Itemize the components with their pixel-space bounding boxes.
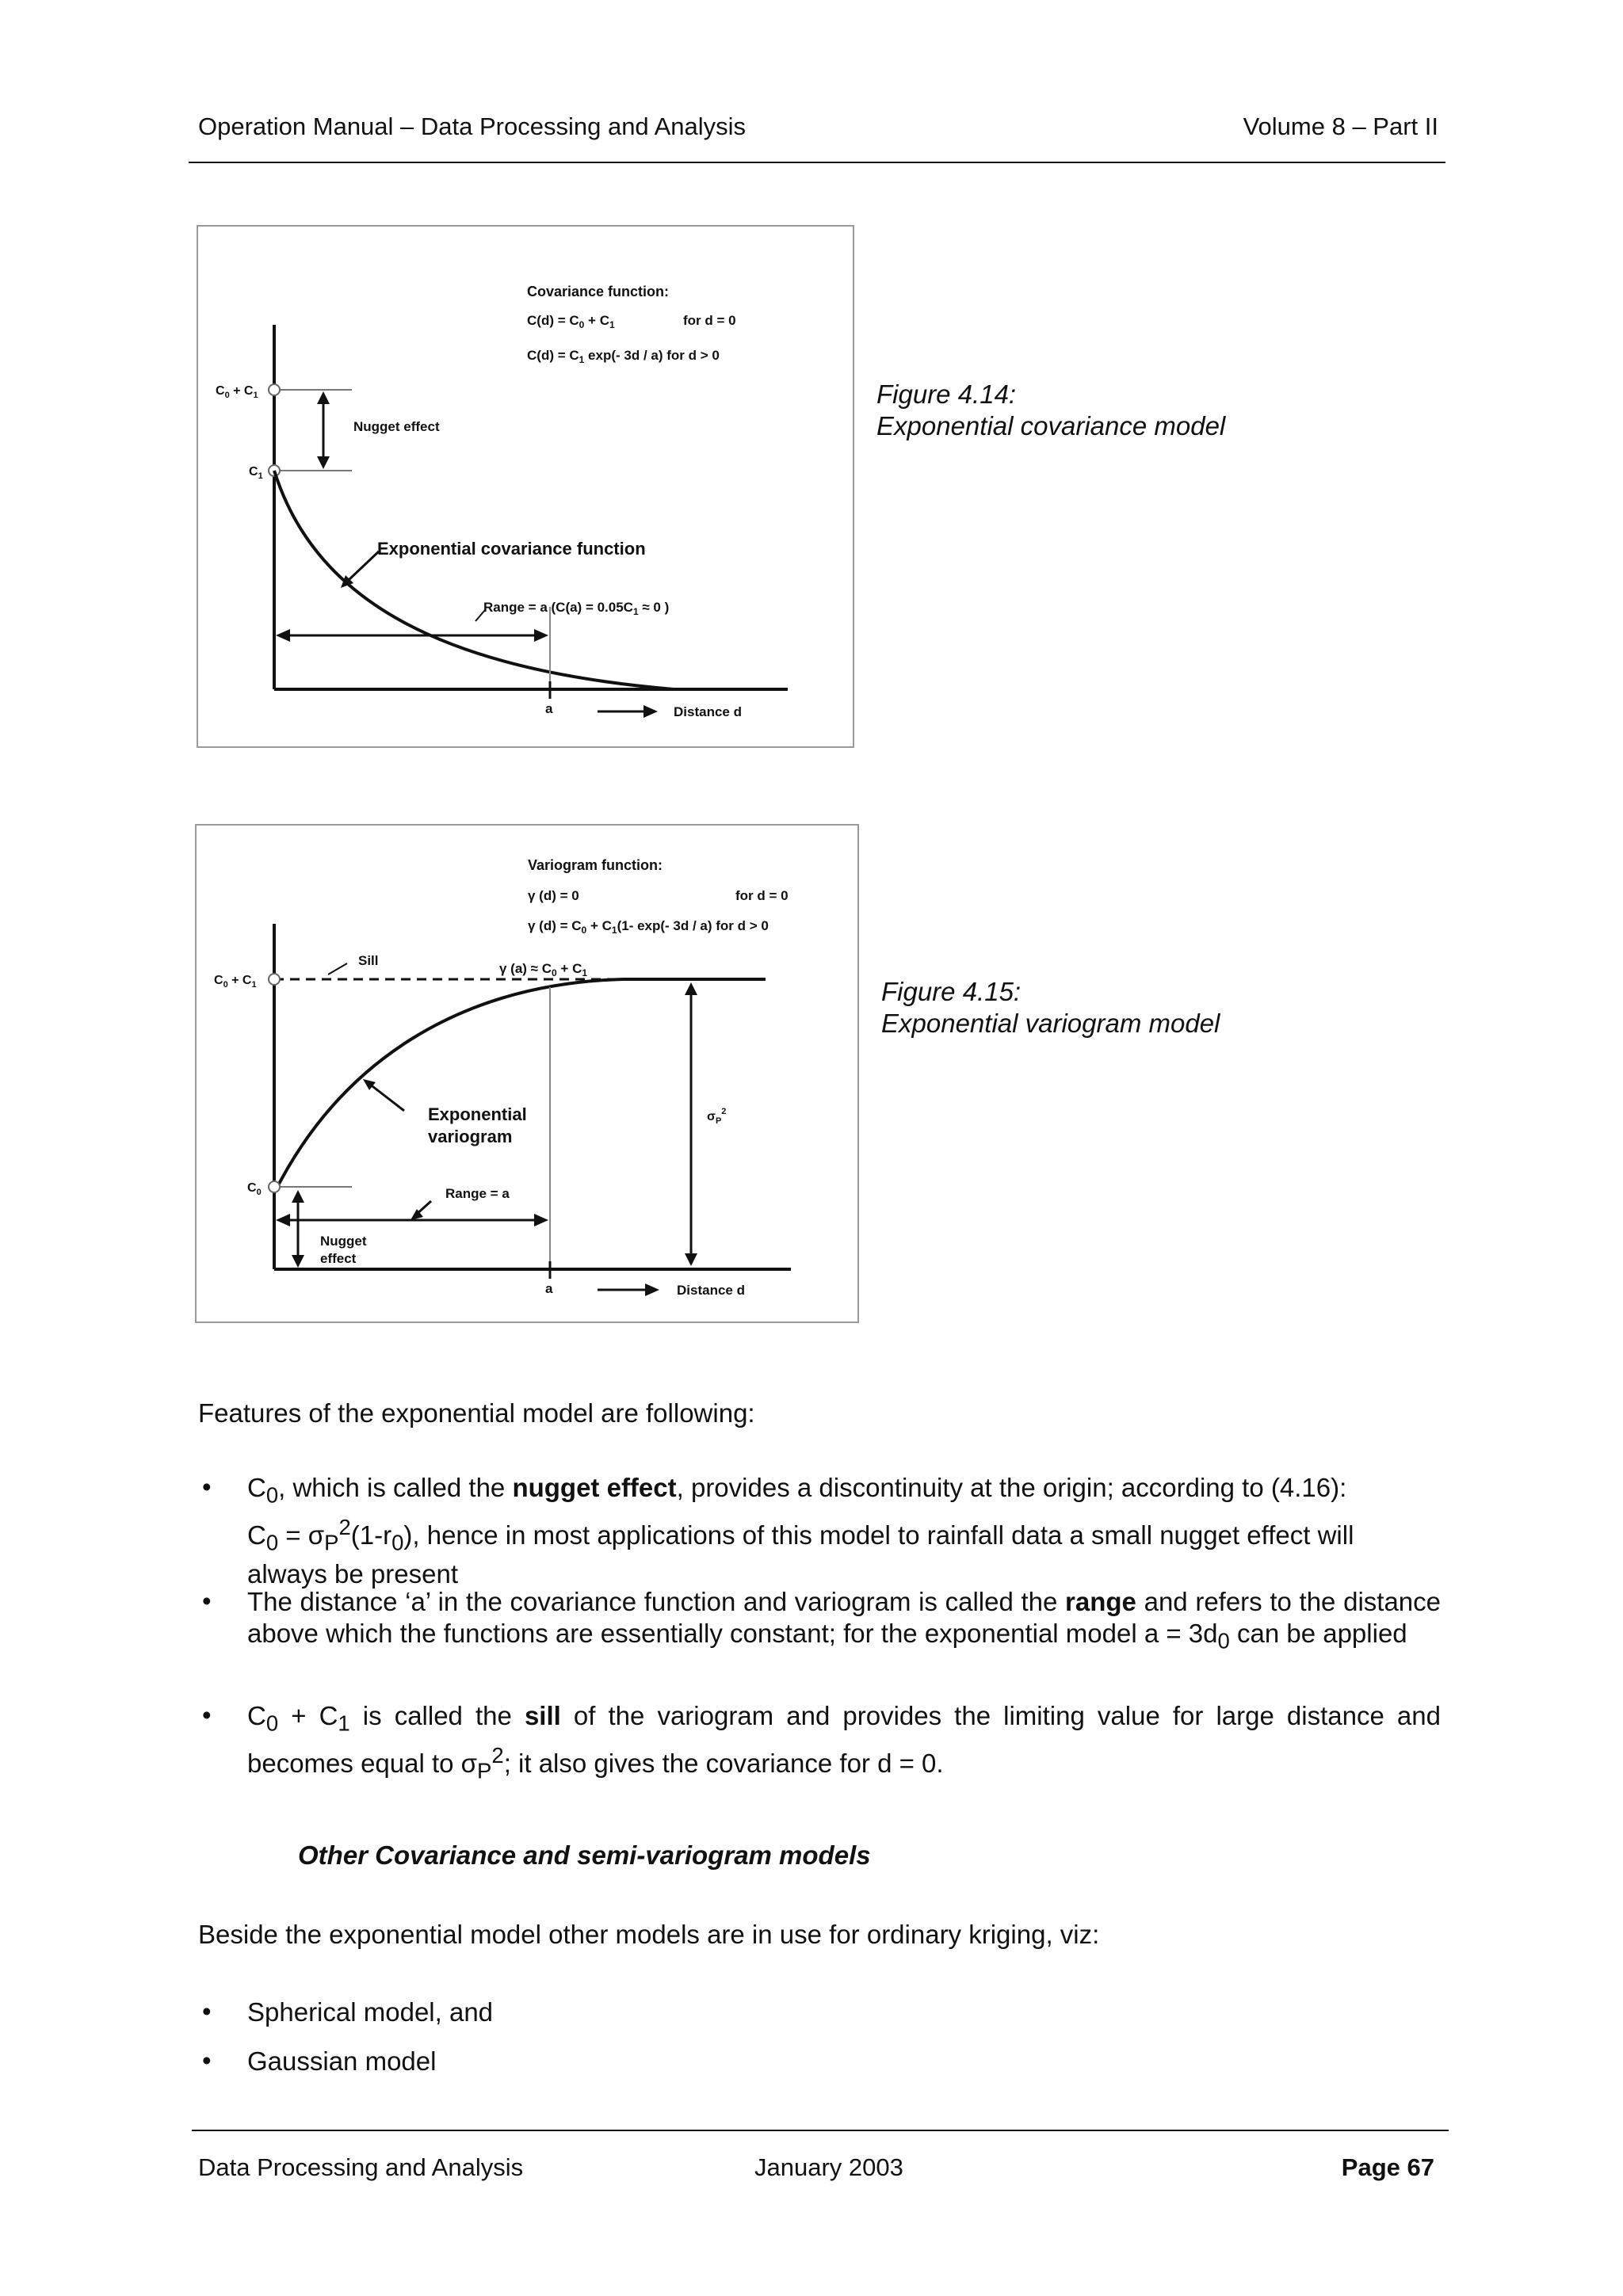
figure-4-15-title: Exponential variogram model: [881, 1009, 1220, 1038]
var-c0-marker: [269, 1181, 280, 1192]
var-range-label: Range = a: [445, 1186, 510, 1201]
var-nugget-head-up: [292, 1190, 304, 1203]
var-sill-label: Sill: [358, 953, 379, 968]
bullet-1-text: [247, 1472, 1441, 1590]
var-nugget-label-2: effect: [320, 1251, 357, 1266]
cov-eq2: $C(d) = C_1$ exp(- 3d / a) for d > 0: [527, 348, 720, 365]
bullet-1-line-2: $C_0 = \sigma_P^2(1-r_0)$, hence in most applications of this model to rainfall data a small nugget effect will: [247, 1514, 1354, 1555]
section-subheading: Other Covariance and semi-variogram models: [298, 1840, 871, 1870]
var-curve-label-2: variogram: [428, 1127, 513, 1146]
variogram-diagram: [197, 826, 857, 1322]
list-item-1-marker: •: [202, 1997, 212, 2026]
cov-distance-arrowhead: [643, 705, 658, 718]
var-tick-a-label: a: [545, 1281, 553, 1296]
var-eq2: γ $(d) = C_0 + C_1(1-$ exp(- 3d / a) for d > 0: [528, 918, 769, 936]
var-c0c1-marker: [269, 974, 280, 985]
list-item-1: Spherical model, and: [247, 1997, 494, 2027]
var-distance-arrowhead: [645, 1283, 659, 1296]
figure-4-14: [197, 225, 854, 748]
header-right: Volume 8 – Part II: [1243, 113, 1438, 140]
footer-center: January 2003: [754, 2153, 903, 2181]
var-eq1: γ (d) = 0: [528, 888, 579, 903]
bullet-2-text: The distance ‘a’ in the covariance function and variogram is called the range and refers to the distance above which the functions are essentially constant; for the exponential model $a = 3d_0$ can be applied: [247, 1587, 1441, 1653]
bullet-1-line-3: always be present: [247, 1559, 458, 1589]
var-sigma-label: $\sigma_P^2$: [707, 1107, 727, 1126]
var-c0c1-label: $C_0 + C_1$: [214, 974, 257, 990]
list-item-2-marker: •: [202, 2046, 212, 2075]
var-nugget-head-down: [292, 1255, 304, 1268]
figure-4-15-caption: [881, 976, 1220, 1039]
cov-range-label: Range = a ($C(a) = 0.05C_1 \approx 0$ ): [483, 600, 670, 617]
cov-function-title: Covariance function:: [527, 284, 670, 299]
var-function-title: Variogram function:: [528, 857, 663, 873]
var-sigma-head-up: [685, 982, 697, 995]
var-nugget-label-1: Nugget: [320, 1234, 367, 1249]
var-eq1-condition: for d = 0: [735, 888, 789, 903]
var-sill-pointer: [328, 963, 347, 974]
figure-4-15: [195, 824, 859, 1323]
bullet-2-marker: •: [202, 1586, 212, 1615]
header-left: Operation Manual – Data Processing and Analysis: [198, 113, 747, 140]
features-intro: Features of the exponential model are following:: [198, 1398, 755, 1428]
covariance-diagram: [198, 227, 853, 746]
header-rule: [189, 162, 1445, 163]
bullet-3-text: $C_0 + C_1$ is called the sill of the variogram and provides the limiting value for large distance and becomes equal to $\sigma_P^2$; it also gives the covariance for d = 0.: [247, 1701, 1441, 1783]
figure-4-14-number: Figure 4.14:: [876, 379, 1017, 409]
figure-4-15-number: Figure 4.15:: [881, 977, 1022, 1006]
footer-rule: [192, 2130, 1449, 2131]
var-distance-label: Distance d: [677, 1283, 745, 1298]
cov-eq1-condition: for d = 0: [683, 313, 736, 328]
cov-distance-label: Distance d: [674, 704, 742, 719]
list-item-2: Gaussian model: [247, 2046, 437, 2076]
cov-curve-pointer: [349, 551, 379, 580]
bullet-1-marker: •: [202, 1472, 212, 1501]
var-c0-label: $C_0$: [247, 1181, 262, 1197]
nugget-arrowhead-up: [317, 391, 330, 404]
bullet-3-marker: •: [202, 1700, 212, 1730]
nugget-arrowhead-down: [317, 456, 330, 469]
var-range-head-right: [534, 1214, 548, 1226]
cov-c0c1-label: $C_0 + C_1$: [216, 384, 258, 400]
var-sigma-head-down: [685, 1253, 697, 1266]
bullet-1-line-1: $C_0$, which is called the nugget effect, provides a discontinuity at the origin; according to (4.16):: [247, 1473, 1347, 1508]
cov-eq1: $C(d) = C_0 + C_1$: [527, 313, 615, 330]
footer-left: Data Processing and Analysis: [198, 2153, 524, 2181]
figure-4-14-caption: [876, 379, 1225, 442]
var-gamma-a-label: γ $(a) \approx C_0 + C_1$: [499, 961, 588, 978]
cov-c0c1-marker: [269, 384, 280, 395]
cov-curve: [274, 471, 674, 689]
var-curve-pointer: [369, 1084, 404, 1111]
cov-tick-a-label: a: [545, 701, 553, 716]
cov-range-head-left: [276, 629, 290, 642]
cov-range-head-right: [534, 629, 548, 642]
var-curve: [274, 979, 623, 1193]
var-curve-label-1: Exponential: [428, 1104, 527, 1124]
footer-page-number: Page 67: [1341, 2153, 1434, 2181]
cov-nugget-label: Nugget effect: [353, 419, 440, 434]
figure-4-14-title: Exponential covariance model: [876, 411, 1226, 441]
cov-c1-label: $C_1$: [249, 465, 263, 481]
para-other-models: Beside the exponential model other models are in use for ordinary kriging, viz:: [198, 1920, 1100, 1949]
cov-curve-label: Exponential covariance function: [377, 539, 646, 559]
var-range-head-left: [276, 1214, 290, 1226]
